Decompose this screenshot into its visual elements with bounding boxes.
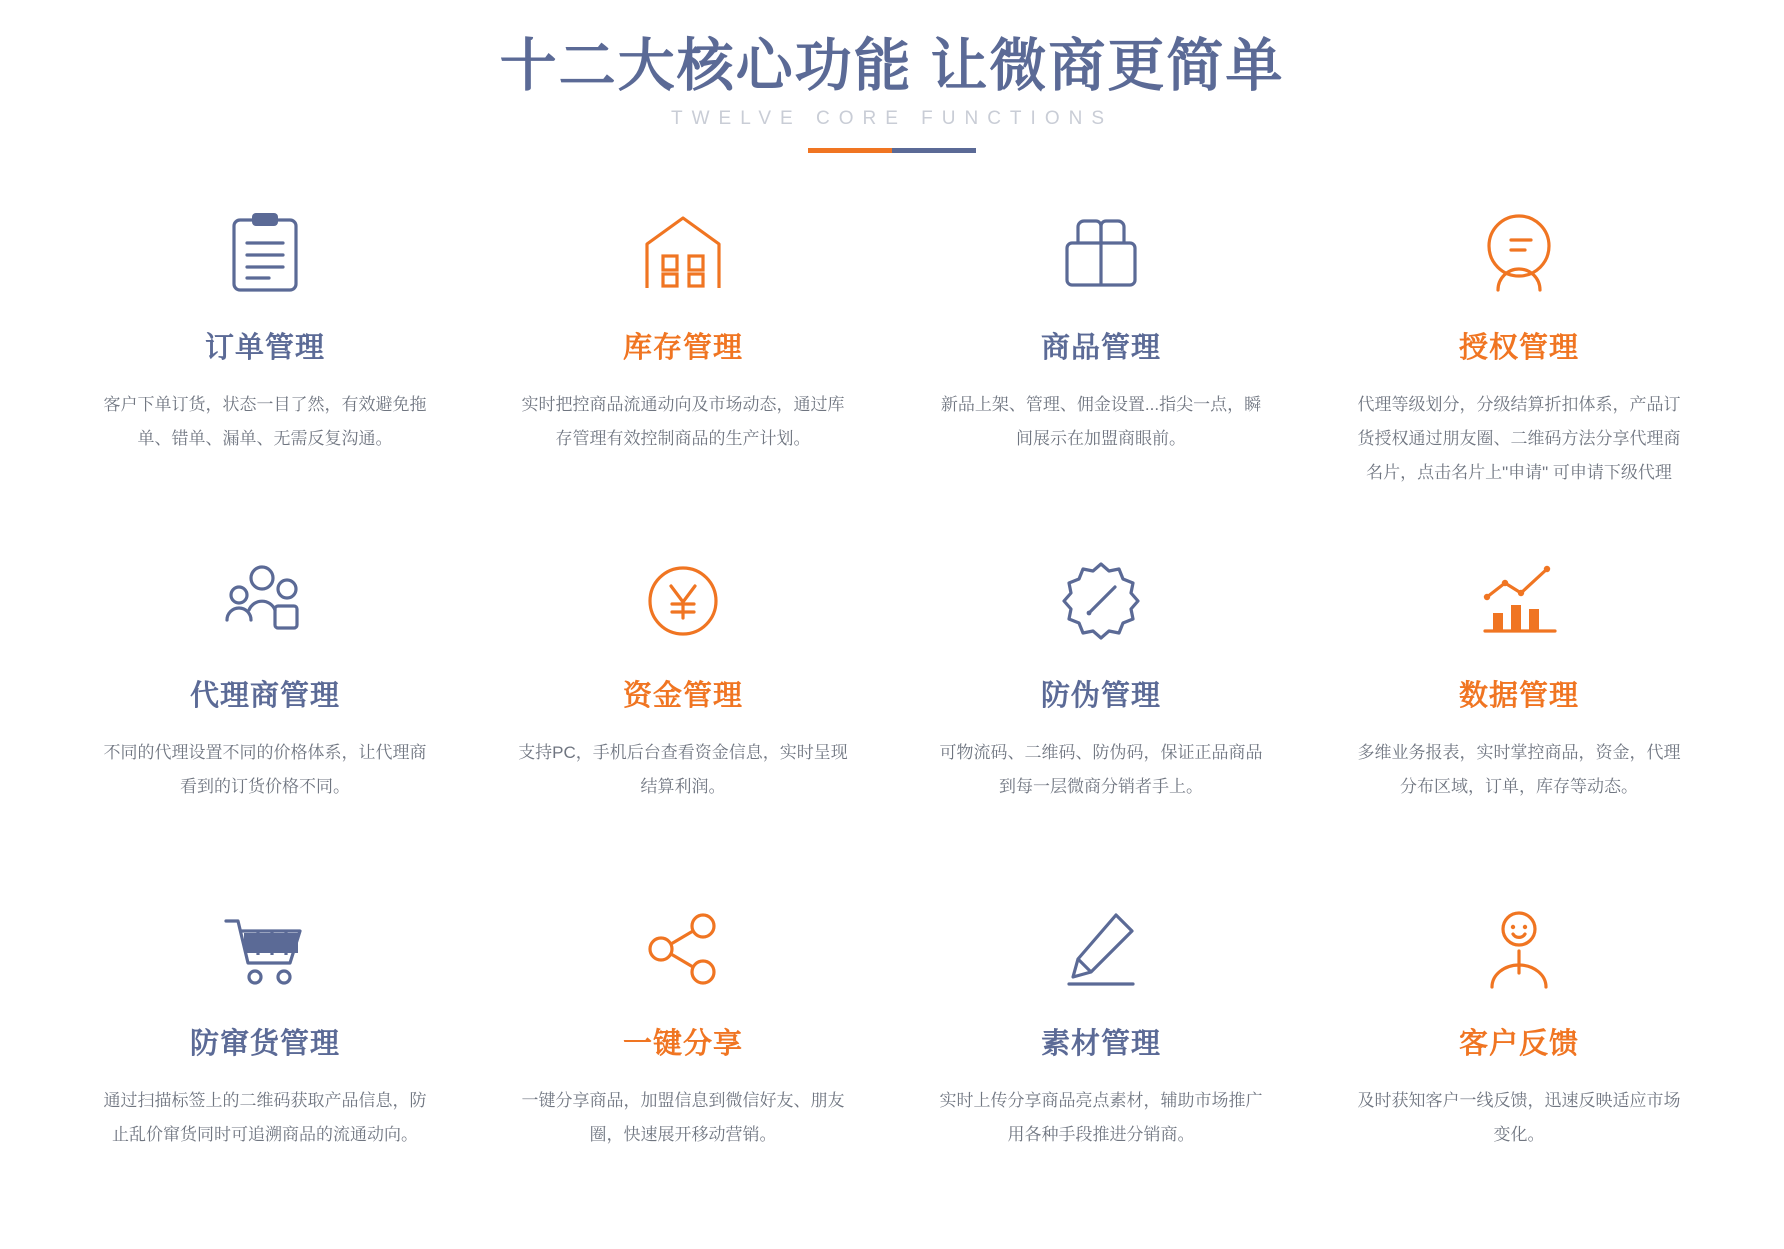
feature-card-authorization-management	[1310, 205, 1728, 553]
feature-card-inventory-management	[474, 205, 892, 553]
feature-description: 及时获知客户一线反馈，迅速反映适应市场变化。	[1357, 1090, 1681, 1144]
feature-title: 库存管理	[622, 331, 743, 364]
person-badge-icon	[1476, 205, 1562, 301]
divider-orange-segment	[808, 148, 892, 153]
feature-card-anti-diversion-management	[56, 901, 474, 1249]
feature-card-material-management	[892, 901, 1310, 1249]
feature-title: 防伪管理	[1040, 679, 1161, 712]
clipboard-list-icon	[226, 205, 304, 301]
feature-description: 不同的代理设置不同的价格体系，让代理商看到的订货价格不同。	[103, 742, 427, 796]
feature-title: 商品管理	[1040, 331, 1161, 364]
feature-card-customer-feedback	[1310, 901, 1728, 1249]
pen-edit-icon	[1061, 901, 1141, 997]
feature-description: 代理等级划分，分级结算折扣体系，产品订货授权通过朋友圈、二维码方法分享代理商名片，点击名片上"申请" 可申请下级代理	[1357, 394, 1681, 482]
package-box-icon	[1058, 205, 1144, 301]
feature-description: 新品上架、管理、佣金设置...指尖一点，瞬间展示在加盟商眼前。	[940, 394, 1262, 448]
bar-chart-icon	[1475, 553, 1563, 649]
feature-description: 通过扫描标签上的二维码获取产品信息，防止乱价窜货同时可追溯商品的流通动向。	[103, 1090, 427, 1144]
feature-title: 数据管理	[1458, 679, 1579, 712]
feature-title: 资金管理	[622, 679, 743, 712]
warehouse-icon	[637, 205, 729, 301]
feature-card-order-management	[56, 205, 474, 553]
page-title: 十二大核心功能 让微商更简单	[499, 34, 1285, 98]
feature-title: 防窜货管理	[189, 1027, 340, 1060]
feature-title: 授权管理	[1458, 331, 1579, 364]
page-subtitle: TWELVE CORE FUNCTIONS	[671, 107, 1113, 129]
feature-title: 代理商管理	[189, 679, 340, 712]
feature-card-one-click-share	[474, 901, 892, 1249]
title-divider	[808, 148, 976, 153]
feature-card-anti-counterfeit-management	[892, 553, 1310, 901]
feature-card-product-management	[892, 205, 1310, 553]
feature-title: 订单管理	[204, 331, 325, 364]
feature-card-agent-management	[56, 553, 474, 901]
share-nodes-icon	[641, 901, 725, 997]
users-group-icon	[217, 553, 313, 649]
shopping-cart-icon	[218, 901, 312, 997]
page-header	[0, 0, 1784, 153]
yuan-circle-icon	[642, 553, 724, 649]
customer-feedback-icon	[1478, 901, 1560, 997]
security-seal-icon	[1058, 553, 1144, 649]
divider-blue-segment	[892, 148, 976, 153]
feature-title: 客户反馈	[1458, 1027, 1579, 1060]
feature-card-fund-management	[474, 553, 892, 901]
feature-description: 一键分享商品，加盟信息到微信好友、朋友圈，快速展开移动营销。	[521, 1090, 845, 1144]
feature-title: 一键分享	[622, 1027, 743, 1060]
feature-description: 实时把控商品流通动向及市场动态，通过库存管理有效控制商品的生产计划。	[521, 394, 845, 448]
features-grid	[0, 205, 1784, 1249]
feature-description: 客户下单订货，状态一目了然，有效避免拖单、错单、漏单、无需反复沟通。	[103, 394, 427, 448]
feature-title: 素材管理	[1040, 1027, 1161, 1060]
feature-description: 多维业务报表，实时掌控商品，资金，代理分布区域，订单，库存等动态。	[1357, 742, 1681, 796]
feature-description: 可物流码、二维码、防伪码，保证正品商品到每一层微商分销者手上。	[939, 742, 1263, 796]
feature-card-data-management	[1310, 553, 1728, 901]
feature-description: 支持PC，手机后台查看资金信息，实时呈现结算利润。	[518, 742, 848, 796]
feature-description: 实时上传分享商品亮点素材，辅助市场推广用各种手段推进分销商。	[939, 1090, 1263, 1144]
